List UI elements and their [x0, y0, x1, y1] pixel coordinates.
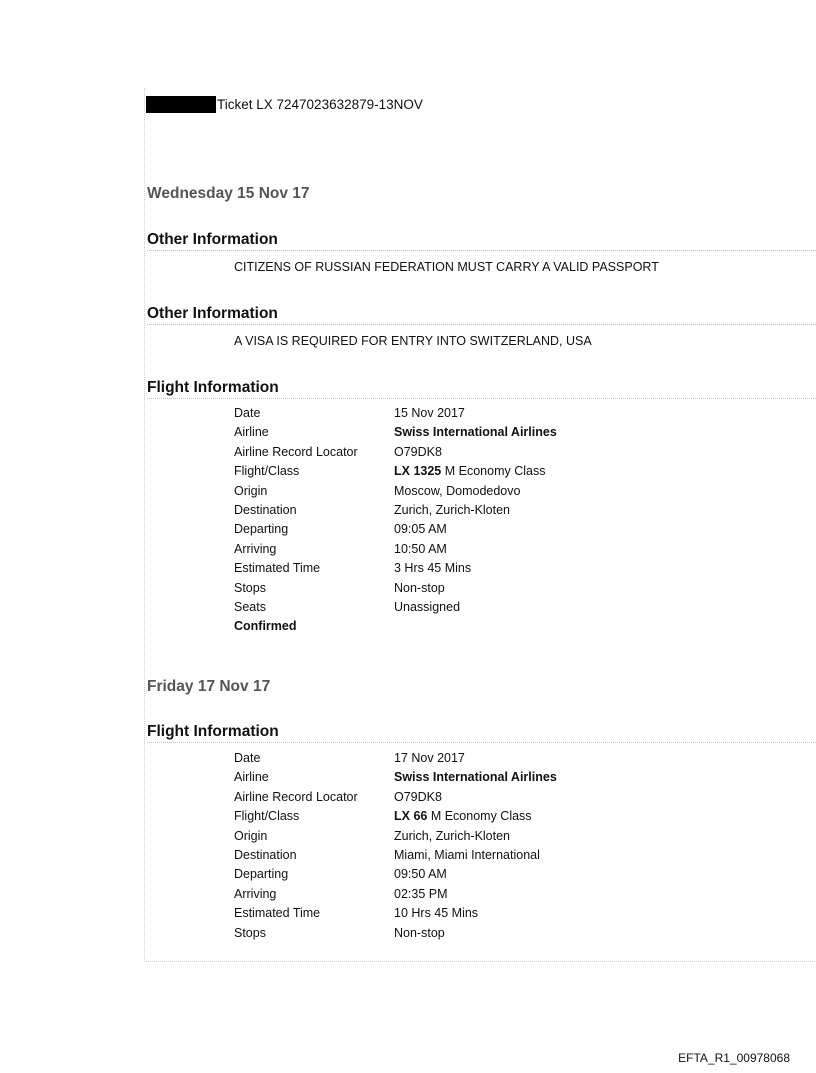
value: Zurich, Zurich-Kloten	[394, 828, 511, 843]
value	[394, 462, 545, 481]
value: Miami, Miami International	[394, 847, 540, 862]
label: Departing	[234, 522, 289, 537]
value: 17 Nov 2017	[394, 751, 465, 765]
status-label: Confirmed	[234, 619, 297, 634]
value	[394, 807, 532, 826]
value: 10 Hrs 45 Mins	[394, 906, 479, 921]
label: Stops	[234, 925, 266, 940]
value: 09:50 AM	[394, 867, 447, 882]
label: Stops	[234, 580, 266, 595]
value: 02:35 PM	[394, 886, 448, 901]
label: Flight/Class	[234, 809, 300, 824]
label: Airline	[234, 770, 269, 785]
label: Estimated Time	[234, 906, 321, 921]
label: Arriving	[234, 886, 277, 901]
value: 10:50 AM	[394, 541, 447, 556]
other-info-text: CITIZENS OF RUSSIAN FEDERATION MUST CARRY A VALID PASSPORT	[234, 260, 659, 274]
value: Swiss International Airlines	[394, 770, 557, 785]
label: Estimated Time	[234, 561, 321, 576]
cabin-class: M Economy Class	[441, 464, 546, 479]
value: O79DK8	[394, 444, 442, 459]
label: Destination	[234, 847, 297, 862]
label: Airline Record Locator	[234, 789, 358, 804]
day-heading: Wednesday 15 Nov 17	[147, 185, 310, 202]
value: Moscow, Domodedovo	[394, 483, 521, 498]
value: Zurich, Zurich-Kloten	[394, 502, 511, 517]
day-heading: Friday 17 Nov 17	[147, 678, 271, 695]
value: Swiss International Airlines	[394, 425, 557, 440]
label: Origin	[234, 828, 268, 843]
flight-number: LX 1325	[394, 464, 442, 479]
label: Departing	[234, 867, 289, 882]
flight-info-title: Flight Information	[147, 379, 816, 399]
value: Non-stop	[394, 925, 445, 940]
cabin-class: M Economy Class	[427, 809, 532, 824]
label: Destination	[234, 502, 297, 517]
other-info-title: Other Information	[147, 231, 816, 251]
flight-number: LX 66	[394, 809, 428, 824]
label: Origin	[234, 483, 268, 498]
value: Unassigned	[394, 599, 461, 614]
label: Flight/Class	[234, 464, 300, 479]
other-info-title: Other Information	[147, 305, 816, 325]
ticket-number: Ticket LX 7247023632879-13NOV	[217, 97, 423, 112]
label: Airline Record Locator	[234, 444, 358, 459]
value: Non-stop	[394, 580, 445, 595]
value: 15 Nov 2017	[394, 406, 465, 420]
other-info-text: A VISA IS REQUIRED FOR ENTRY INTO SWITZERLAND, USA	[234, 334, 592, 348]
label: Airline	[234, 425, 269, 440]
label: Date	[234, 751, 261, 765]
redaction-block	[146, 96, 216, 113]
label: Seats	[234, 599, 266, 614]
value: 3 Hrs 45 Mins	[394, 561, 472, 576]
flight-info-title: Flight Information	[147, 723, 816, 743]
label: Date	[234, 406, 261, 420]
document-id: EFTA_R1_00978068	[678, 1051, 790, 1065]
value: 09:05 AM	[394, 522, 447, 537]
label: Arriving	[234, 541, 277, 556]
value: O79DK8	[394, 789, 442, 804]
